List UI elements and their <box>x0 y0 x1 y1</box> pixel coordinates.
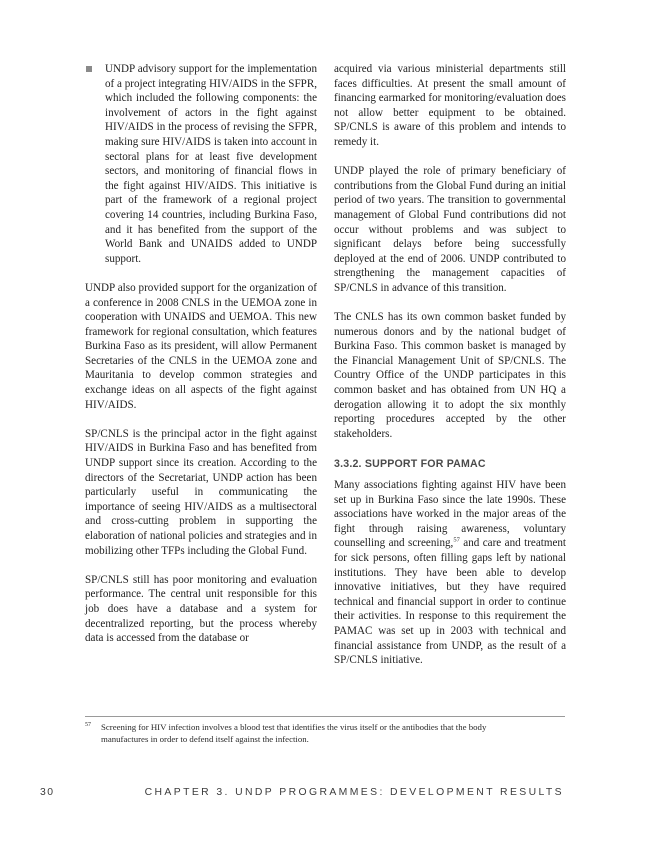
bullet-text: UNDP advisory support for the implementation of a project integrating HIV/AIDS in the SFPR, which included the following components: the involvement of actors in the fight against HIV/AIDS in the process of revising the SFPR, making sure HIV/AIDS is taken into account in sectoral plans for at least five development sectors, and monitoring of financial flows in the fight against HIV/AIDS. This initiative is part of the framework of a regional project covering 14 countries, including Burkina Faso, and it has benefited from the support of the World Bank and UNAIDS added to UNDP support. <box>105 63 317 265</box>
footnote-divider <box>85 716 565 717</box>
paragraph-sp-cnls-actor: SP/CNLS is the principal actor in the fight against HIV/AIDS in Burkina Faso and has benefited from UNDP support since its creation. According to the directors of the Secretariat, UNDP action has been particularly useful in communicating the importance of seeing HIV/AIDS as a multisectoral and cross-cutting problem in supporting the elaboration of national policies and strategies and in mobilizing other TFPs including the Global Fund. <box>85 427 317 557</box>
left-column <box>85 62 317 646</box>
page-number: 30 <box>40 787 55 798</box>
footnote-text: Screening for HIV infection involves a blood test that identifies the virus itself or the antibodies that the body manufactures in order to defend itself against the infection. <box>101 722 487 744</box>
paragraph-pamac <box>334 478 566 668</box>
footnote-reference: 57 <box>453 536 460 544</box>
paragraph-common-basket: The CNLS has its own common basket funded by numerous donors and by the national budget of Burkina Faso. This common basket is managed by the Financial Management Unit of SP/CNLS. The Country Office of the UNDP participates in this common basket and has obtained from UN HQ a derogation allowing it to adopt the six monthly reporting procedures accepted by the other stakeholders. <box>334 311 566 440</box>
section-heading: 3.3.2. SUPPORT FOR PAMAC <box>334 458 486 471</box>
running-footer: CHAPTER 3. UNDP PROGRAMMES: DEVELOPMENT RESULTS <box>144 787 564 798</box>
paragraph-global-fund: UNDP played the role of primary beneficiary of contributions from the Global Fund during an initial period of two years. The transition to governmental management of Global Fund contributions did not occur without problems and was subject to significant delays before being successfully deployed at the end of 2006. UNDP contributed to strengthening the management capacities of SP/CNLS in advance of this transition. <box>334 165 566 294</box>
paragraph-conference: UNDP also provided support for the organization of a conference in 2008 CNLS in the UEMOA zone in cooperation with UNAIDS and UEMOA. This new framework for regional consultation, which features Burkina Faso as its president, will allow Permanent Secretaries of the CNLS in the UEMOA zone and Mauritania to develop common strategies and exchange ideas on all aspects of the fight against HIV/AIDS. <box>85 281 317 411</box>
pamac-text-end: and care and treatment for sick persons, often filling gaps left by national institutions. They have been able to develop innovative initiatives, but they have required technical and financial support in order to continue their activities. In response to this requirement the PAMAC was set up in 2003 with technical and financial assistance from UNDP, as the result of a SP/CNLS initiative. <box>334 537 567 667</box>
right-column <box>334 62 566 668</box>
paragraph-monitoring: SP/CNLS still has poor monitoring and evaluation performance. The central unit responsible for this job does have a database and a system for decentralized reporting, but the process whereby data is accessed from the database or <box>85 573 317 645</box>
paragraph-ministerial: acquired via various ministerial departments still faces difficulties. At present the small amount of financing earmarked for monitoring/evaluation does not allow better equipment to be obtained. SP/CNLS is aware of this problem and intends to remedy it. <box>334 63 566 148</box>
footnote <box>85 722 515 745</box>
square-bullet-icon <box>86 66 92 72</box>
pamac-text-start: Many associations fighting against HIV have been set up in Burkina Faso since the late 1990s. These associations have worked in the major areas of the fight through raising awareness, voluntary counselling and screening, <box>334 479 566 550</box>
footnote-number: 57 <box>85 722 91 728</box>
bullet-list-item <box>85 62 317 266</box>
